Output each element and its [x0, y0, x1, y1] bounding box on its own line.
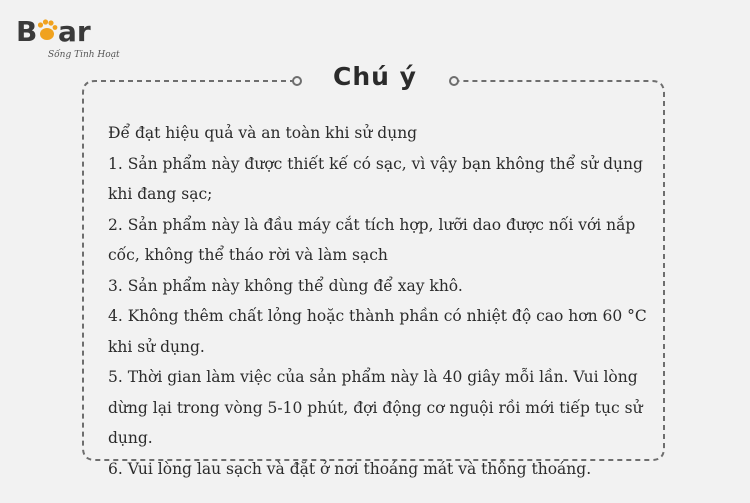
logo-tagline: Sống Tinh Hoạt — [48, 50, 120, 60]
notice-intro: Để đạt hiệu quả và an toàn khi sử dụng — [108, 124, 418, 142]
bear-logo-icon — [16, 12, 116, 48]
brand-logo — [16, 12, 116, 72]
notice-title: Chú ý — [333, 62, 417, 91]
frame-right-dot — [450, 77, 458, 85]
svg-text:B: B — [16, 15, 38, 48]
notice-item-4: 4. Không thêm chất lỏng hoặc thành phần có nhiệt độ cao hơn 60 °C khi sử dụng. — [108, 307, 647, 356]
svg-text:ar: ar — [58, 15, 91, 48]
frame-left-dot — [293, 77, 301, 85]
notice-item-3: 3. Sản phẩm này không thể dùng để xay khô. — [108, 276, 463, 295]
notice-item-1: 1. Sản phẩm này được thiết kế có sạc, vì vậy bạn không thể sử dụng khi đang sạc; — [108, 154, 643, 203]
notice-item-6: 6. Vui lòng lau sạch và đặt ở nơi thoáng mát và thông thoáng. — [108, 459, 592, 478]
notice-item-2: 2. Sản phẩm này là đầu máy cắt tích hợp, lưỡi dao được nối với nắp cốc, không thể tháo rời và làm sạch — [108, 215, 636, 264]
notice-content — [108, 118, 653, 484]
notice-item-5: 5. Thời gian làm việc của sản phẩm này là 40 giây mỗi lần. Vui lòng dừng lại trong vòng 5-10 phút, đợi động cơ nguội rồi mới tiếp tục sử dụng. — [108, 368, 643, 447]
